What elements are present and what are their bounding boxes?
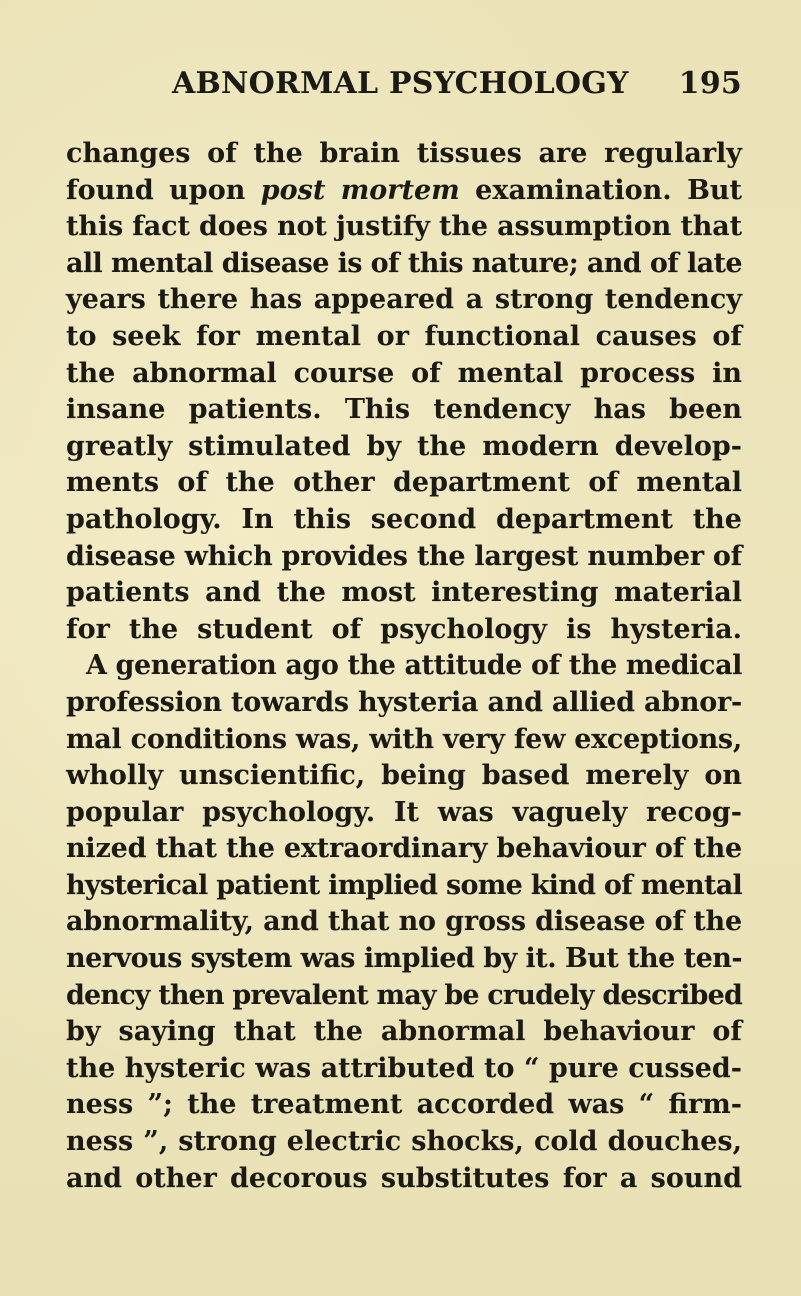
text-line: years there has appeared a strong tendency [66, 284, 742, 316]
page-number: 195 [678, 66, 742, 101]
text-line: profession towards hysteria and allied abnor- [66, 686, 742, 718]
body-text [66, 136, 742, 1197]
text-line: ness ”; the treatment accorded was “ firm- [66, 1089, 742, 1121]
text-line: all mental disease is of this nature; and of late [66, 247, 742, 279]
text-line: ness ”, strong electric shocks, cold douches, [66, 1126, 742, 1158]
text-line: wholly unscientific, being based merely on [66, 760, 742, 792]
text-line: patients and the most interesting material [66, 577, 742, 609]
text-line: greatly stimulated by the modern develop- [66, 430, 742, 462]
text-line: pathology. In this second department the [66, 503, 742, 535]
text-fragment: found upon [66, 174, 246, 206]
text-line: to seek for mental or functional causes of [66, 320, 742, 352]
text-line: by saying that the abnormal behaviour of [66, 1016, 742, 1048]
text-line: and other decorous substitutes for a sound [66, 1162, 742, 1194]
text-line: the hysteric was attributed to “ pure cussed- [66, 1052, 742, 1084]
text-line: nized that the extraordinary behaviour of the [66, 833, 742, 865]
page-header [172, 66, 742, 110]
text-line: disease which provides the largest number of [66, 540, 742, 572]
text-line: the abnormal course of mental process in [66, 357, 742, 389]
text-line [66, 173, 742, 210]
text-fragment: examination. But [475, 174, 742, 206]
text-line: for the student of psychology is hysteria. [66, 613, 742, 645]
text-line: dency then prevalent may be crudely described [66, 979, 742, 1011]
text-line: nervous system was implied by it. But the ten- [66, 943, 742, 975]
text-line: abnormality, and that no gross disease of the [66, 906, 742, 938]
italic-phrase: post mortem [260, 174, 460, 206]
text-line: insane patients. This tendency has been [66, 394, 742, 426]
text-line: mal conditions was, with very few exceptions, [66, 723, 742, 755]
text-line: hysterical patient implied some kind of mental [66, 869, 742, 901]
text-line: A generation ago the attitude of the medical [86, 650, 742, 682]
running-title: ABNORMAL PSYCHOLOGY [172, 66, 629, 101]
text-line: popular psychology. It was vaguely recog- [66, 796, 742, 828]
text-line: changes of the brain tissues are regularly [66, 138, 742, 169]
text-line: this fact does not justify the assumption that [66, 211, 742, 243]
text-line: ments of the other department of mental [66, 467, 742, 499]
